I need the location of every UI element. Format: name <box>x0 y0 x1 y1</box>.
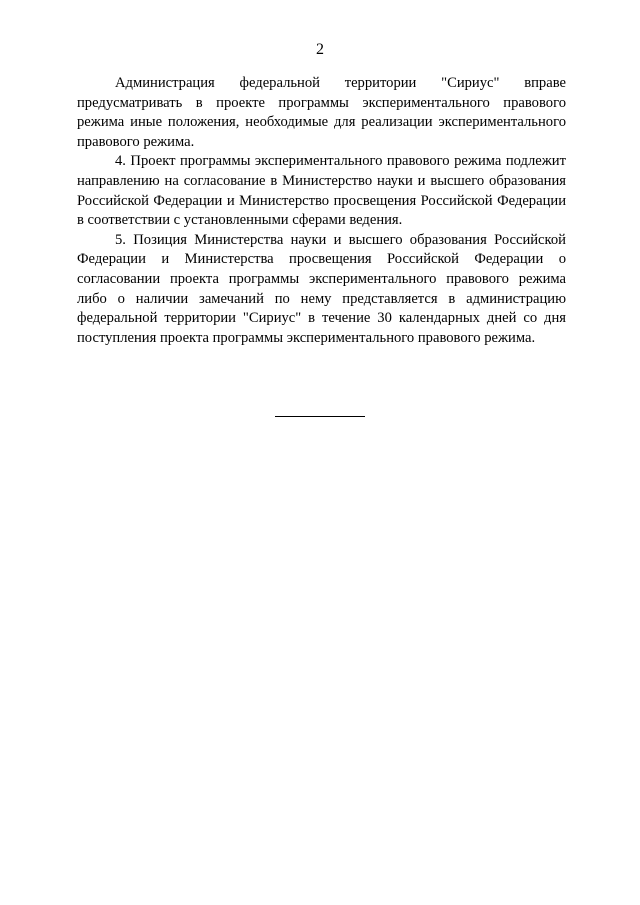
paragraph-item-5: 5. Позиция Министерства науки и высшего образования Российской Федерации и Министерства просвещения Российской Федерации о согласовании проекта программы экспериментального правового режима либо о наличии замечаний по нему представляется в администрацию федеральной территории "Сириус" в течение 30 календарных дней со дня поступления проекта программы экспериментального правового режима. <box>77 231 566 346</box>
document-body <box>77 74 566 348</box>
paragraph-item-4: 4. Проект программы экспериментального правового режима подлежит направлению на согласование в Министерство науки и высшего образования Российской Федерации и Министерство просвещения Российской Федерации в соответствии с установленными сферами ведения. <box>77 153 566 229</box>
page-number: 2 <box>316 41 324 58</box>
paragraph-administration-provisions: Администрация федеральной территории "Сириус" вправе предусматривать в проекте программы экспериментального правового режима иные положения, необходимые для реализации экспериментального правового режима. <box>77 75 566 150</box>
end-separator-line <box>275 416 365 417</box>
